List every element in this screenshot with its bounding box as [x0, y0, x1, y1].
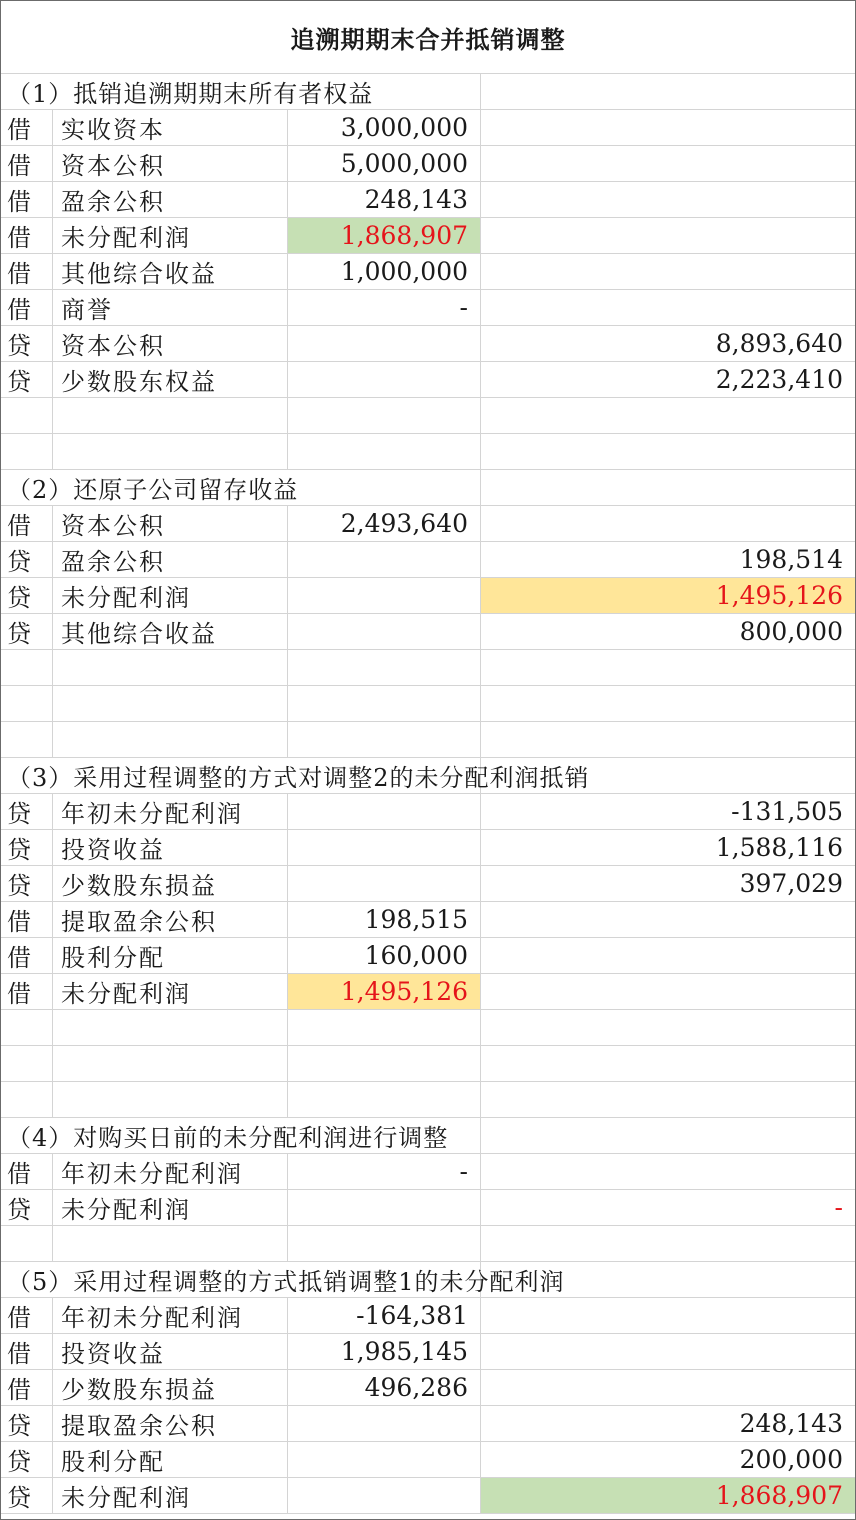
journal-entry-row: [1, 1442, 855, 1478]
blank-row: [1, 1226, 855, 1262]
credit-amount[interactable]: [481, 1154, 855, 1189]
debit-credit-marker[interactable]: 借: [1, 290, 53, 325]
credit-amount[interactable]: [481, 1298, 855, 1333]
empty-cell[interactable]: [53, 434, 288, 469]
journal-entry-row: [1, 1298, 855, 1334]
debit-credit-marker[interactable]: 借: [1, 1154, 53, 1189]
credit-amount[interactable]: [481, 974, 855, 1009]
journal-entry-row: [1, 218, 855, 254]
debit-amount[interactable]: 3,000,000: [288, 110, 481, 145]
empty-cell[interactable]: [53, 398, 288, 433]
journal-entry-row: [1, 1406, 855, 1442]
empty-cell[interactable]: [1, 722, 53, 757]
debit-amount[interactable]: [288, 866, 481, 901]
blank-row: [1, 686, 855, 722]
section-header[interactable]: （1）抵销追溯期期末所有者权益: [1, 74, 481, 109]
account-name[interactable]: 未分配利润: [53, 1478, 288, 1513]
credit-amount[interactable]: 8,893,640: [715, 329, 843, 358]
credit-amount[interactable]: [481, 254, 855, 289]
journal-entry-row: [1, 542, 855, 578]
journal-entry-row: [1, 902, 855, 938]
debit-amount[interactable]: 160,000: [288, 938, 481, 973]
debit-credit-marker[interactable]: 贷: [1, 542, 53, 577]
debit-amount[interactable]: [288, 1406, 481, 1441]
empty-cell[interactable]: [53, 1226, 288, 1261]
debit-amount[interactable]: [288, 326, 481, 361]
journal-entry-row: [1, 1154, 855, 1190]
account-name[interactable]: 资本公积: [53, 146, 288, 181]
account-name[interactable]: 股利分配: [53, 938, 288, 973]
empty-cell[interactable]: [288, 1082, 481, 1117]
journal-entry-row: [1, 614, 855, 650]
credit-amount[interactable]: 1,495,126: [481, 578, 855, 613]
empty-cell[interactable]: [481, 1010, 855, 1045]
debit-amount[interactable]: 1,000,000: [288, 254, 481, 289]
sheet-title: 追溯期期末合并抵销调整: [1, 1, 855, 74]
debit-credit-marker[interactable]: 贷: [1, 830, 53, 865]
debit-amount[interactable]: 1,985,145: [288, 1334, 481, 1369]
empty-cell[interactable]: [288, 686, 481, 721]
credit-amount[interactable]: [481, 506, 855, 541]
empty-cell[interactable]: [53, 650, 288, 685]
account-name[interactable]: 其他综合收益: [53, 614, 288, 649]
section-header-row: [1, 1262, 855, 1298]
credit-amount[interactable]: [481, 146, 855, 181]
debit-credit-marker[interactable]: 借: [1, 182, 53, 217]
empty-cell[interactable]: [53, 1082, 288, 1117]
journal-entry-row: [1, 974, 855, 1010]
journal-entry-row: [1, 1370, 855, 1406]
section-header-row: [1, 1118, 855, 1154]
journal-entry-row: [1, 1478, 855, 1514]
journal-entry-row: [1, 182, 855, 218]
account-name[interactable]: 年初未分配利润: [53, 1154, 288, 1189]
account-name[interactable]: 提取盈余公积: [53, 1406, 288, 1441]
empty-cell[interactable]: [53, 686, 288, 721]
empty-cell[interactable]: [288, 650, 481, 685]
account-name[interactable]: 未分配利润: [53, 578, 288, 613]
credit-amount[interactable]: 2,223,410: [715, 365, 843, 394]
debit-credit-marker[interactable]: 贷: [1, 866, 53, 901]
journal-entry-row: [1, 254, 855, 290]
journal-entry-row: [1, 506, 855, 542]
credit-amount[interactable]: [481, 218, 855, 253]
debit-credit-marker[interactable]: 贷: [1, 794, 53, 829]
debit-credit-marker[interactable]: 借: [1, 506, 53, 541]
debit-credit-marker[interactable]: 贷: [1, 362, 53, 397]
account-name[interactable]: 年初未分配利润: [53, 1298, 288, 1333]
credit-amount[interactable]: [481, 1370, 855, 1405]
journal-entry-row: [1, 362, 855, 398]
debit-amount[interactable]: [288, 1478, 481, 1513]
account-name[interactable]: 实收资本: [53, 110, 288, 145]
empty-cell[interactable]: [288, 722, 481, 757]
account-name[interactable]: 投资收益: [53, 1334, 288, 1369]
section-header[interactable]: （2）还原子公司留存收益: [1, 470, 481, 505]
debit-amount[interactable]: [288, 1190, 481, 1225]
debit-amount[interactable]: [288, 830, 481, 865]
account-name[interactable]: 商誉: [53, 290, 288, 325]
account-name[interactable]: 资本公积: [53, 326, 288, 361]
journal-entry-row: [1, 866, 855, 902]
blank-row: [1, 1046, 855, 1082]
empty-cell[interactable]: [481, 650, 855, 685]
credit-amount[interactable]: [481, 938, 855, 973]
empty-cell[interactable]: [1, 398, 53, 433]
credit-amount[interactable]: 1,868,907: [481, 1478, 855, 1513]
debit-amount[interactable]: 248,143: [288, 182, 481, 217]
section-header-row: [1, 74, 855, 110]
empty-cell[interactable]: [1, 686, 53, 721]
journal-entry-row: [1, 1334, 855, 1370]
debit-credit-marker[interactable]: 贷: [1, 326, 53, 361]
debit-amount[interactable]: 1,868,907: [288, 218, 481, 253]
debit-amount[interactable]: -: [288, 1154, 481, 1189]
debit-amount[interactable]: -164,381: [288, 1298, 481, 1333]
empty-cell[interactable]: [1, 1010, 53, 1045]
section-header[interactable]: （5）采用过程调整的方式抵销调整1的未分配利润: [1, 1262, 481, 1297]
debit-credit-marker[interactable]: 借: [1, 1370, 53, 1405]
blank-row: [1, 1010, 855, 1046]
empty-cell[interactable]: [288, 1046, 481, 1081]
empty-cell[interactable]: [481, 1082, 855, 1117]
debit-credit-marker[interactable]: 借: [1, 902, 53, 937]
empty-cell[interactable]: [481, 722, 855, 757]
blank-row: [1, 398, 855, 434]
debit-credit-marker[interactable]: 贷: [1, 1442, 53, 1477]
credit-amount[interactable]: -: [834, 1193, 843, 1222]
section-header-row: [1, 470, 855, 506]
empty-cell[interactable]: [1, 650, 53, 685]
account-name[interactable]: 少数股东权益: [53, 362, 288, 397]
journal-entry-row: [1, 1190, 855, 1226]
account-name[interactable]: 提取盈余公积: [53, 902, 288, 937]
empty-cell[interactable]: [481, 686, 855, 721]
empty-cell[interactable]: [481, 434, 855, 469]
credit-cell[interactable]: [481, 1118, 855, 1153]
debit-credit-marker[interactable]: 贷: [1, 614, 53, 649]
journal-entry-row: [1, 110, 855, 146]
journal-entry-row: [1, 794, 855, 830]
debit-credit-marker[interactable]: 借: [1, 974, 53, 1009]
credit-cell[interactable]: [481, 470, 855, 505]
debit-credit-marker[interactable]: 借: [1, 1334, 53, 1369]
credit-amount[interactable]: [481, 902, 855, 937]
credit-cell[interactable]: [481, 1262, 855, 1297]
credit-cell[interactable]: [481, 74, 855, 109]
credit-amount[interactable]: [481, 182, 855, 217]
empty-cell[interactable]: [1, 1226, 53, 1261]
debit-credit-marker[interactable]: 借: [1, 218, 53, 253]
debit-amount[interactable]: [288, 794, 481, 829]
account-name[interactable]: 盈余公积: [53, 542, 288, 577]
journal-entry-row: [1, 938, 855, 974]
blank-row: [1, 650, 855, 686]
debit-credit-marker[interactable]: 借: [1, 146, 53, 181]
debit-amount[interactable]: 198,515: [288, 902, 481, 937]
debit-credit-marker[interactable]: 贷: [1, 1190, 53, 1225]
empty-cell[interactable]: [481, 1226, 855, 1261]
debit-amount[interactable]: [288, 542, 481, 577]
debit-amount[interactable]: 5,000,000: [288, 146, 481, 181]
section-header[interactable]: （4）对购买日前的未分配利润进行调整: [1, 1118, 481, 1153]
debit-amount[interactable]: 2,493,640: [288, 506, 481, 541]
credit-amount[interactable]: 1,588,116: [715, 833, 843, 862]
debit-credit-marker[interactable]: 贷: [1, 578, 53, 613]
credit-amount[interactable]: [481, 110, 855, 145]
credit-amount[interactable]: -131,505: [731, 797, 843, 826]
account-name[interactable]: 资本公积: [53, 506, 288, 541]
debit-credit-marker[interactable]: 借: [1, 254, 53, 289]
journal-entry-row: [1, 146, 855, 182]
credit-cell[interactable]: [481, 758, 855, 793]
debit-amount[interactable]: 496,286: [288, 1370, 481, 1405]
journal-entry-row: [1, 578, 855, 614]
account-name[interactable]: 未分配利润: [53, 218, 288, 253]
blank-row: [1, 722, 855, 758]
debit-credit-marker[interactable]: 贷: [1, 1406, 53, 1441]
empty-cell[interactable]: [481, 1046, 855, 1081]
empty-cell[interactable]: [288, 434, 481, 469]
empty-cell[interactable]: [1, 434, 53, 469]
debit-amount[interactable]: [288, 578, 481, 613]
empty-cell[interactable]: [53, 722, 288, 757]
debit-amount[interactable]: 1,495,126: [288, 974, 481, 1009]
section-header-row: [1, 758, 855, 794]
empty-cell[interactable]: [1, 1046, 53, 1081]
debit-credit-marker[interactable]: 借: [1, 110, 53, 145]
debit-amount[interactable]: [288, 1442, 481, 1477]
journal-entry-row: [1, 326, 855, 362]
account-name[interactable]: 少数股东损益: [53, 1370, 288, 1405]
empty-cell[interactable]: [53, 1010, 288, 1045]
debit-amount[interactable]: [288, 614, 481, 649]
credit-amount[interactable]: 198,514: [739, 545, 843, 574]
debit-amount[interactable]: -: [288, 290, 481, 325]
account-name[interactable]: 未分配利润: [53, 974, 288, 1009]
debit-amount[interactable]: [288, 362, 481, 397]
account-name[interactable]: 股利分配: [53, 1442, 288, 1477]
account-name[interactable]: 盈余公积: [53, 182, 288, 217]
empty-cell[interactable]: [288, 1010, 481, 1045]
credit-amount[interactable]: [481, 290, 855, 325]
journal-entry-row: [1, 830, 855, 866]
blank-row: [1, 434, 855, 470]
section-header[interactable]: （3）采用过程调整的方式对调整2的未分配利润抵销: [1, 758, 481, 793]
credit-amount[interactable]: 200,000: [739, 1445, 843, 1474]
debit-credit-marker[interactable]: 贷: [1, 1478, 53, 1513]
blank-row: [1, 1082, 855, 1118]
debit-credit-marker[interactable]: 借: [1, 938, 53, 973]
empty-cell[interactable]: [1, 1082, 53, 1117]
credit-amount[interactable]: [481, 1334, 855, 1369]
debit-credit-marker[interactable]: 借: [1, 1298, 53, 1333]
credit-amount[interactable]: 248,143: [739, 1409, 843, 1438]
empty-cell[interactable]: [53, 1046, 288, 1081]
account-name[interactable]: 其他综合收益: [53, 254, 288, 289]
empty-cell[interactable]: [481, 398, 855, 433]
empty-cell[interactable]: [288, 398, 481, 433]
journal-entry-row: [1, 290, 855, 326]
account-name[interactable]: 少数股东损益: [53, 866, 288, 901]
credit-amount[interactable]: 800,000: [739, 617, 843, 646]
empty-cell[interactable]: [288, 1226, 481, 1261]
account-name[interactable]: 投资收益: [53, 830, 288, 865]
account-name[interactable]: 年初未分配利润: [53, 794, 288, 829]
credit-amount[interactable]: 397,029: [739, 869, 843, 898]
account-name[interactable]: 未分配利润: [53, 1190, 288, 1225]
